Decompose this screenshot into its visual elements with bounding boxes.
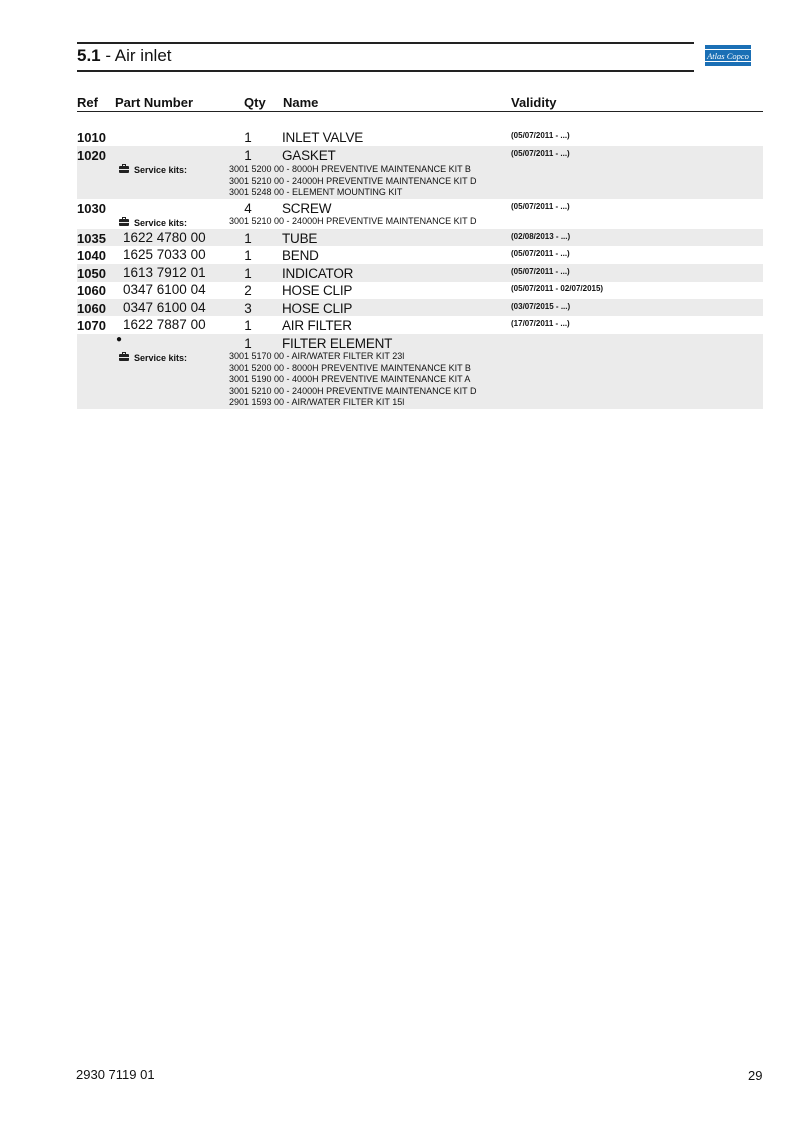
row-part-number: 0347 6100 04 — [123, 282, 206, 297]
row-ref: 1060 — [77, 301, 106, 316]
service-kit-item: 3001 5210 00 - 24000H PREVENTIVE MAINTENANCE KIT D — [229, 216, 477, 226]
row-ref: 1010 — [77, 130, 106, 145]
row-name: HOSE CLIP — [282, 283, 353, 298]
service-kit-item: 3001 5210 00 - 24000H PREVENTIVE MAINTENANCE KIT D — [229, 176, 477, 186]
row-qty: 1 — [244, 336, 252, 351]
row-validity: (17/07/2011 - ...) — [511, 319, 570, 328]
row-name: GASKET — [282, 148, 336, 163]
row-name: TUBE — [282, 231, 318, 246]
row-name: AIR FILTER — [282, 318, 352, 333]
toolbox-icon — [119, 354, 129, 361]
row-validity: (05/07/2011 - 02/07/2015) — [511, 284, 604, 293]
row-ref: 1035 — [77, 231, 106, 246]
header-bottom-rule — [77, 70, 694, 72]
row-qty: 3 — [244, 301, 252, 316]
row-qty: 1 — [244, 318, 252, 333]
row-part-number: 1622 7887 00 — [123, 317, 206, 332]
row-validity: (05/07/2011 - ...) — [511, 202, 570, 211]
row-qty: 2 — [244, 283, 252, 298]
row-name: INDICATOR — [282, 266, 354, 281]
column-header-validity: Validity — [511, 95, 557, 110]
column-header-part-number: Part Number — [115, 95, 194, 110]
row-name: SCREW — [282, 201, 332, 216]
row-ref: 1030 — [77, 201, 106, 216]
column-header-ref: Ref — [77, 95, 98, 110]
row-name: FILTER ELEMENT — [282, 336, 393, 351]
service-kit-item: 3001 5190 00 - 4000H PREVENTIVE MAINTENANCE KIT A — [229, 374, 471, 384]
page-number: 29 — [748, 1068, 763, 1083]
row-name: HOSE CLIP — [282, 301, 353, 316]
service-kit-item: 3001 5200 00 - 8000H PREVENTIVE MAINTENANCE KIT B — [229, 164, 471, 174]
column-header-name: Name — [283, 95, 319, 110]
row-validity: (05/07/2011 - ...) — [511, 149, 570, 158]
page-title — [77, 46, 172, 66]
row-validity: (03/07/2015 - ...) — [511, 302, 571, 311]
row-qty: 1 — [244, 248, 252, 263]
row-validity: (05/07/2011 - ...) — [511, 249, 570, 258]
row-qty: 1 — [244, 148, 252, 163]
service-kit-item: 3001 5200 00 - 8000H PREVENTIVE MAINTENANCE KIT B — [229, 363, 471, 373]
toolbox-icon — [119, 166, 129, 173]
document-number: 2930 7119 01 — [76, 1067, 155, 1082]
row-qty: 4 — [244, 201, 252, 216]
service-kits-label: Service kits: — [119, 353, 187, 363]
row-qty: 1 — [244, 130, 252, 145]
section-title: - Air inlet — [100, 46, 172, 65]
row-ref: 1020 — [77, 148, 106, 163]
row-ref: 1050 — [77, 266, 106, 281]
toolbox-icon — [119, 219, 129, 226]
atlas-copco-logo: Atlas Copco — [705, 45, 751, 66]
row-qty: 1 — [244, 266, 252, 281]
row-part-number: 1613 7912 01 — [123, 265, 206, 280]
service-kits-label: Service kits: — [119, 165, 187, 175]
row-validity: (05/07/2011 - ...) — [511, 267, 570, 276]
row-ref: 1040 — [77, 248, 106, 263]
column-header-qty: Qty — [244, 95, 266, 110]
column-header-rule — [77, 111, 763, 112]
service-kits-label: Service kits: — [119, 218, 187, 228]
sub-item-bullet: ● — [116, 334, 123, 345]
service-kit-item: 3001 5248 00 - ELEMENT MOUNTING KIT — [229, 187, 403, 197]
row-validity: (02/08/2013 - ...) — [511, 232, 571, 241]
row-qty: 1 — [244, 231, 252, 246]
service-kit-item: 2901 1593 00 - AIR/WATER FILTER KIT 15l — [229, 397, 405, 407]
section-number: 5.1 — [77, 46, 101, 65]
header-top-rule — [77, 42, 694, 44]
row-part-number: 1622 4780 00 — [123, 230, 206, 245]
row-ref: 1070 — [77, 318, 106, 333]
row-name: BEND — [282, 248, 319, 263]
row-part-number: 0347 6100 04 — [123, 300, 206, 315]
row-part-number: 1625 7033 00 — [123, 247, 206, 262]
row-name: INLET VALVE — [282, 130, 364, 145]
service-kit-item: 3001 5170 00 - AIR/WATER FILTER KIT 23l — [229, 351, 405, 361]
row-ref: 1060 — [77, 283, 106, 298]
row-validity: (05/07/2011 - ...) — [511, 131, 570, 140]
service-kit-item: 3001 5210 00 - 24000H PREVENTIVE MAINTENANCE KIT D — [229, 386, 477, 396]
